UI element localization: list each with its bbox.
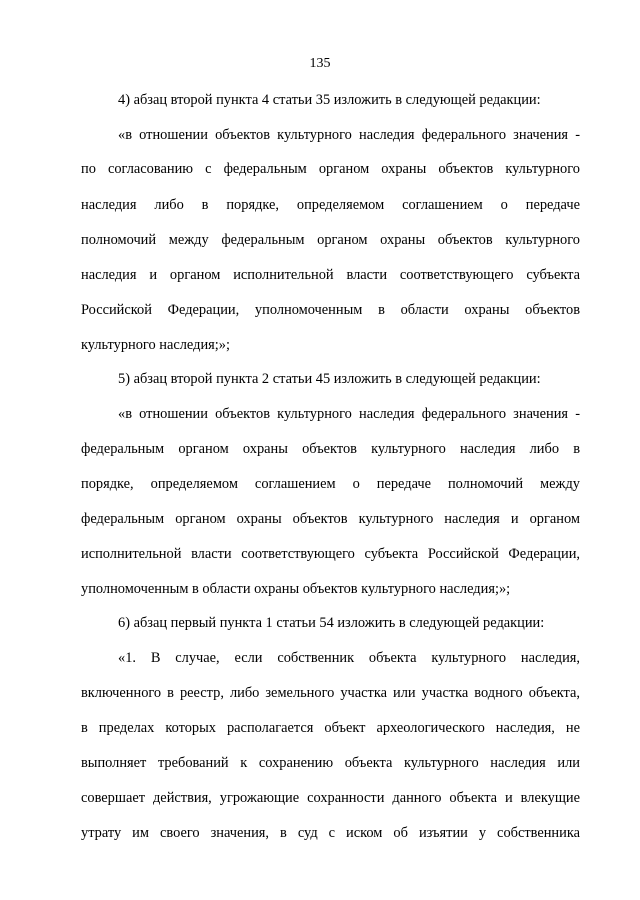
body-line: наследия либо в порядке, определяемом соглашением о передаче <box>81 197 580 213</box>
body-line: исполнительной власти соответствующего субъекта Российской Федерации, <box>81 546 580 562</box>
body-line: выполняет требований к сохранению объекта культурного наследия или <box>81 755 580 771</box>
body-line: наследия и органом исполнительной власти соответствующего субъекта <box>81 267 580 283</box>
body-line: «в отношении объектов культурного наследия федерального значения - <box>118 127 580 143</box>
body-line: уполномоченным в области охраны объектов культурного наследия;»; <box>81 581 511 597</box>
item-heading: 6) абзац первый пункта 1 статьи 54 изложить в следующей редакции: <box>118 615 545 631</box>
body-line: федеральным органом охраны объектов культурного наследия либо в <box>81 441 580 457</box>
body-line: по согласованию с федеральным органом охраны объектов культурного <box>81 161 580 177</box>
body-line: совершает действия, угрожающие сохранности данного объекта и влекущие <box>81 790 580 806</box>
page-number: 135 <box>309 56 331 71</box>
body-line: порядке, определяемом соглашением о передаче полномочий между <box>81 476 580 492</box>
body-line: в пределах которых располагается объект археологического наследия, не <box>81 720 580 736</box>
body-line: включенного в реестр, либо земельного участка или участка водного объекта, <box>81 685 580 701</box>
body-line: «1. В случае, если собственник объекта культурного наследия, <box>118 650 580 666</box>
body-line: Российской Федерации, уполномоченным в области охраны объектов <box>81 302 580 318</box>
body-line: полномочий между федеральным органом охраны объектов культурного <box>81 232 580 248</box>
body-line: «в отношении объектов культурного наследия федерального значения - <box>118 406 580 422</box>
item-heading: 4) абзац второй пункта 4 статьи 35 изложить в следующей редакции: <box>118 92 541 108</box>
item-heading: 5) абзац второй пункта 2 статьи 45 изложить в следующей редакции: <box>118 371 541 387</box>
body-line: утрату им своего значения, в суд с иском об изъятии у собственника <box>81 825 580 841</box>
body-line: федеральным органом охраны объектов культурного наследия и органом <box>81 511 580 527</box>
body-line: культурного наследия;»; <box>81 337 230 353</box>
